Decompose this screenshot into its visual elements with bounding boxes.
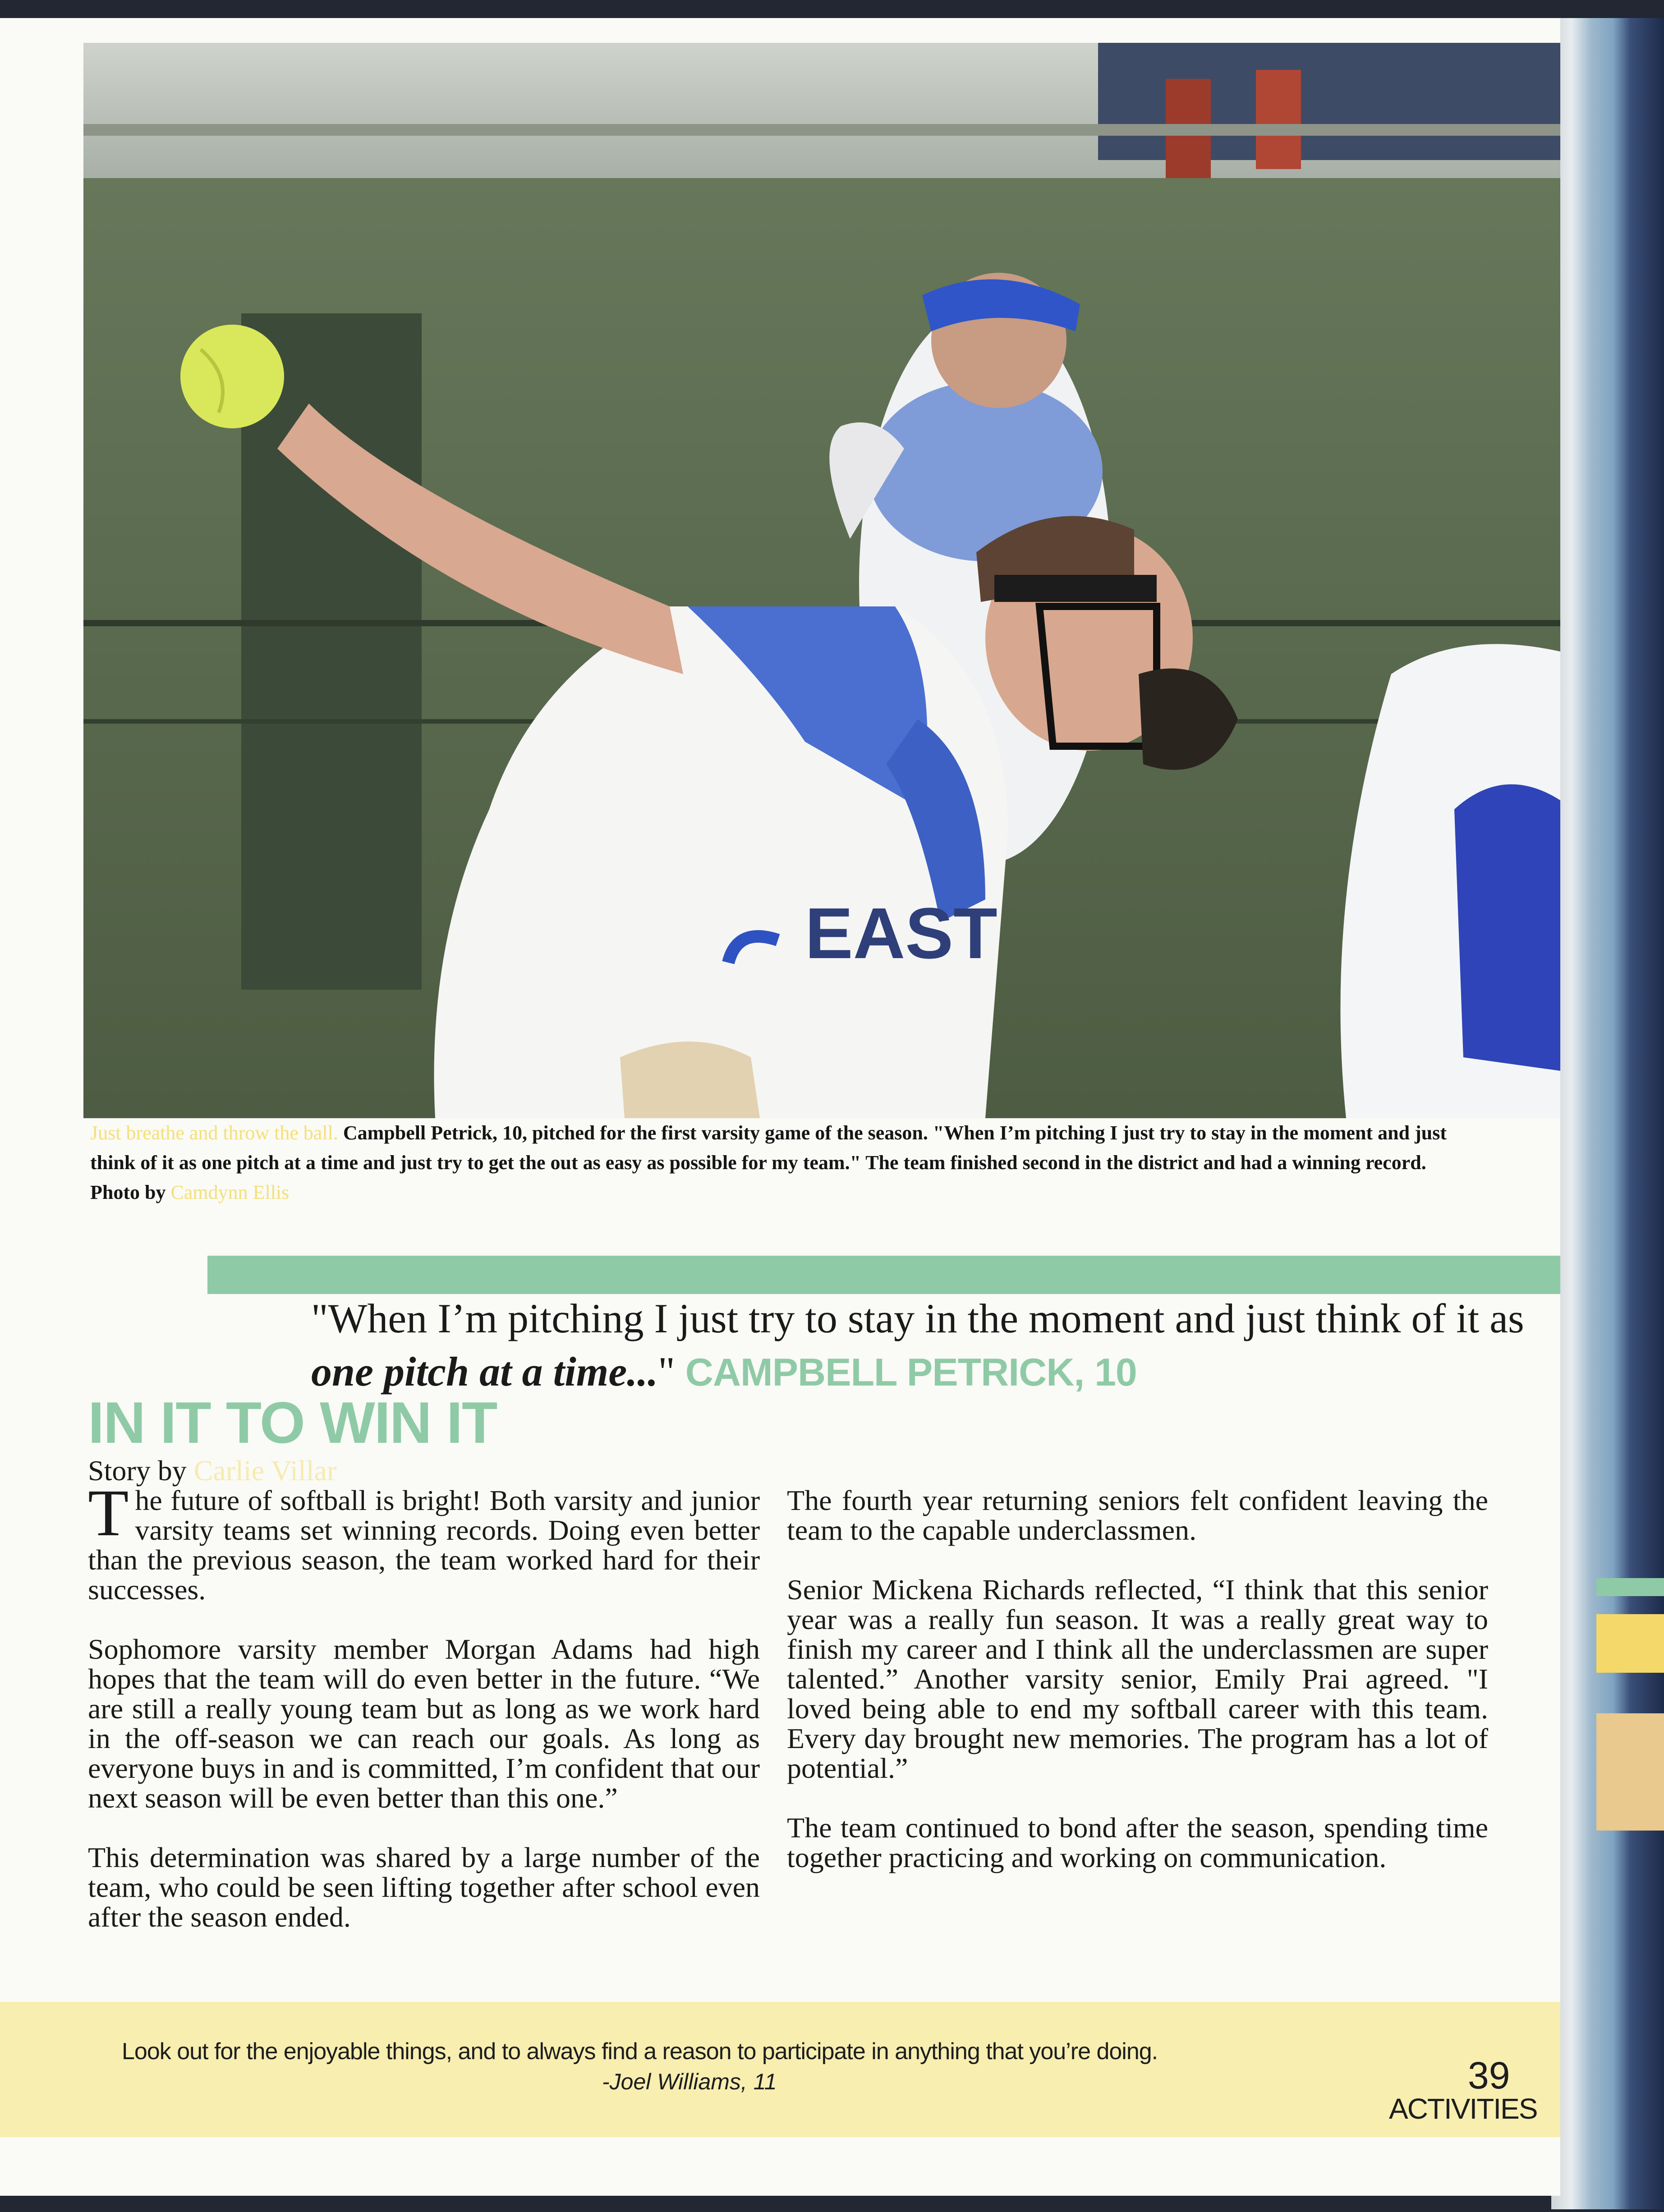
caption-photo-credit: Camdynn Ellis <box>170 1181 290 1203</box>
drop-cap: T <box>88 1476 129 1550</box>
story-column-2 <box>787 1486 1488 1902</box>
photo-caption <box>90 1118 1452 1207</box>
section-label: ACTIVITIES <box>1389 2093 1537 2125</box>
byline-author: Carlie Villar <box>193 1455 337 1487</box>
story-paragraph <box>88 1476 760 1606</box>
caption-lead: Just breathe and throw the ball. <box>90 1122 338 1144</box>
pull-quote-emphasis: one pitch at a time... <box>311 1349 658 1395</box>
footer-quote: Look out for the enjoyable things, and to always find a reason to participate in anything that you’re doing. <box>122 2038 1158 2065</box>
story-paragraph: This determination was shared by a large number of the team, who could be seen lifting together after school even after the season ended. <box>88 1841 760 1933</box>
edge-tab-yellow <box>1596 1614 1664 1673</box>
softball-pitcher-photo <box>83 43 1560 1118</box>
pull-quote-attribution: CAMPBELL PETRICK, 10 <box>685 1351 1137 1394</box>
edge-tab-green <box>1596 1578 1664 1596</box>
yearbook-page <box>0 18 1560 2196</box>
pull-quote-close: " <box>658 1349 685 1395</box>
photo-illustration <box>83 43 1560 1118</box>
paragraph-text: he future of softball is bright! Both varsity and junior varsity teams set winning records. Doing even better than the previous season, the team worked hard for their successes. <box>88 1484 760 1606</box>
svg-text:EAST: EAST <box>805 893 997 973</box>
story-headline: IN IT TO WIN IT <box>88 1390 497 1455</box>
story-column-1 <box>88 1476 760 1962</box>
story-paragraph: Senior Mickena Richards reflected, “I think that this senior year was a really fun season. It was a really great way to finish my career and I think all the underclassmen are super talented.” Another varsity senior, Emily Prai agreed. "I loved being able to end my softball career with this team. Every day brought new memories. The program has a lot of potential.” <box>787 1574 1488 1784</box>
pull-quote-text: "When I’m pitching I just try to stay in the moment and just think of it as <box>311 1295 1524 1341</box>
book-page-edges <box>1551 18 1664 2209</box>
story-paragraph: The fourth year returning seniors felt confident leaving the team to the capable underclassmen. <box>787 1484 1488 1546</box>
edge-tab-tan <box>1596 1713 1664 1831</box>
footer-quote-band <box>0 2002 1560 2137</box>
page-number: 39 <box>1468 2054 1510 2097</box>
pull-quote <box>311 1292 1565 1399</box>
story-paragraph: The team continued to bond after the season, spending time together practicing and working on communication. <box>787 1812 1488 1873</box>
caption-body: Campbell Petrick, 10, pitched for the first varsity game of the season. "When I’m pitching I just try to stay in the moment and just think of it as one pitch at a time and just try to get the out as easy as possible for my team." The team finished second in the district and had a winning record. Photo by <box>90 1122 1447 1203</box>
byline-label: Story by <box>88 1455 194 1487</box>
footer-quote-attribution: -Joel Williams, 11 <box>602 2069 777 2094</box>
accent-bar <box>207 1256 1560 1294</box>
story-paragraph: Sophomore varsity member Morgan Adams had high hopes that the team will do even better in the future. “We are still a really young team but as long as we work hard in the off-season we can reach our goals. As long as everyone buys in and is committed, I’m confident that our next season will be even better than this one.” <box>88 1633 760 1814</box>
